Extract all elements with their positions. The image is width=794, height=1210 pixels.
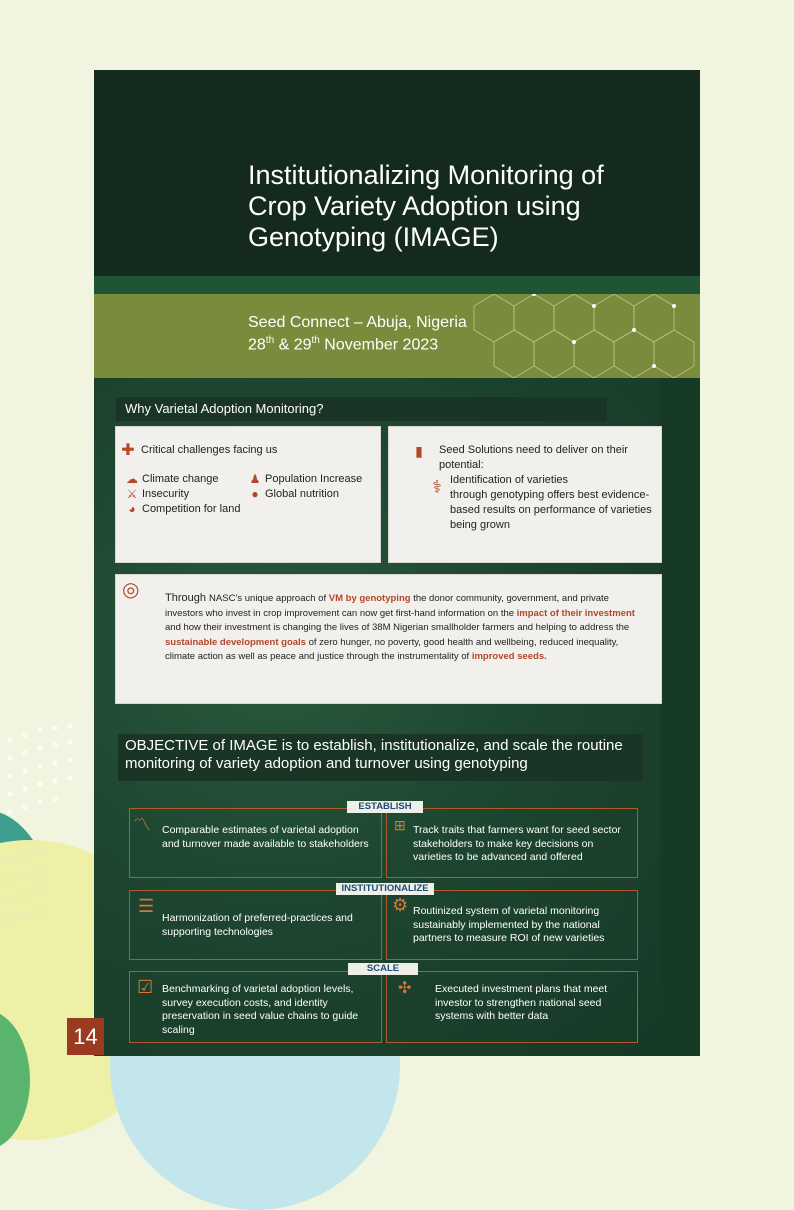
divider-strip [94,276,700,294]
page-number: 14 [67,1018,104,1055]
solutions-card [388,426,662,563]
hexagon-network-graphic [454,294,700,378]
swords-icon: ⚔ [126,487,138,501]
gear-icon: ⚙ [392,895,409,915]
dna-icon: ⚕ [432,477,442,497]
challenge-item: Climate change [142,473,219,485]
nutrition-icon: ● [251,487,259,501]
climate-icon: ☁ [126,472,138,486]
pie-chart-icon: ◕ [128,502,136,516]
challenge-item: Insecurity [142,488,190,500]
trend-chart-icon: 〽 [133,815,151,835]
poster-title: Institutionalizing Monitoring of Crop Variety Adoption using Genotyping (IMAGE) [248,160,604,252]
population-icon: ♟ [249,472,261,486]
establish-left-text: Comparable estimates of varietal adoption and turnover made available to stakeholders [162,824,369,850]
institutionalize-left-text: Harmonization of preferred-practices and supporting technologies [162,912,353,938]
puzzle-icon: ✚ [121,442,135,459]
solutions-line1: Identification of varieties [450,474,569,486]
target-icon: ◎ [122,579,140,601]
challenges-card [115,426,381,563]
scale-left-text: Benchmarking of varietal adoption levels, survey execution costs, and identity preservation in seed value chains to guide scaling [162,983,359,1036]
decor-dots [0,720,94,980]
event-date: 28th & 29th November 2023 [248,335,439,354]
why-heading: Why Varietal Adoption Monitoring? [116,397,607,421]
event-band [94,294,700,378]
event-location: Seed Connect – Abuja, Nigeria [248,314,467,331]
institutionalize-right-text: Routinized system of varietal monitoring sustainably implemented by the national partners to measure ROI of new varieties [413,905,605,944]
scale-right-box [386,971,638,1043]
checklist-icon: ☰ [138,896,155,916]
institutionalize-label: INSTITUTIONALIZE [336,883,434,895]
establish-right-box [386,808,638,878]
challenge-item: Global nutrition [265,488,339,500]
solutions-title: Seed Solutions need to deliver on their potential: [439,444,628,471]
objective-statement: OBJECTIVE of IMAGE is to establish, institutionalize, and scale the routine monitoring of variety adoption and turnover using genotyping [118,734,643,781]
side-bar [660,378,700,1056]
event-details [248,314,467,354]
poster [94,70,700,1056]
title-band [94,70,700,276]
establish-left-box [129,808,382,878]
impact-statement: Through NASC’s unique approach of VM by genotyping the donor community, government, and private investors who invest in crop improvement can now get first-hand information on the impact of their investment and how their investment is changing the lives of 38M Nigerian smallholder farmers and helping to address the sustainable development goals of zero hunger, no poverty, good health and wellbeing, reduced inequality, climate action as well as peace and justice through the instrumentality of improved seeds. [165,592,635,662]
challenge-item: Population Increase [265,473,363,485]
scale-left-box [129,971,382,1043]
solutions-line2: through genotyping offers best evidence-based results on performance of varieties being grown [450,489,652,531]
institutionalize-right-box [386,890,638,960]
impact-statement-card [115,574,662,704]
scale-label: SCALE [348,963,418,975]
challenges-title: Critical challenges facing us [141,444,278,456]
scale-right-text: Executed investment plans that meet investor to strengthen national seed systems with better data [435,983,608,1022]
establish-label: ESTABLISH [347,801,423,813]
clipboard-icon: ☑ [137,977,154,997]
institutionalize-left-box [129,890,382,960]
network-icon: ✣ [398,980,412,997]
seed-bag-icon: ▮ [415,443,423,459]
challenge-item: Competition for land [142,503,241,515]
establish-right-text: Track traits that farmers want for seed sector stakeholders to make key decisions on varieties to be advanced and offered [413,824,621,863]
flowchart-icon: ⊞ [394,817,406,833]
